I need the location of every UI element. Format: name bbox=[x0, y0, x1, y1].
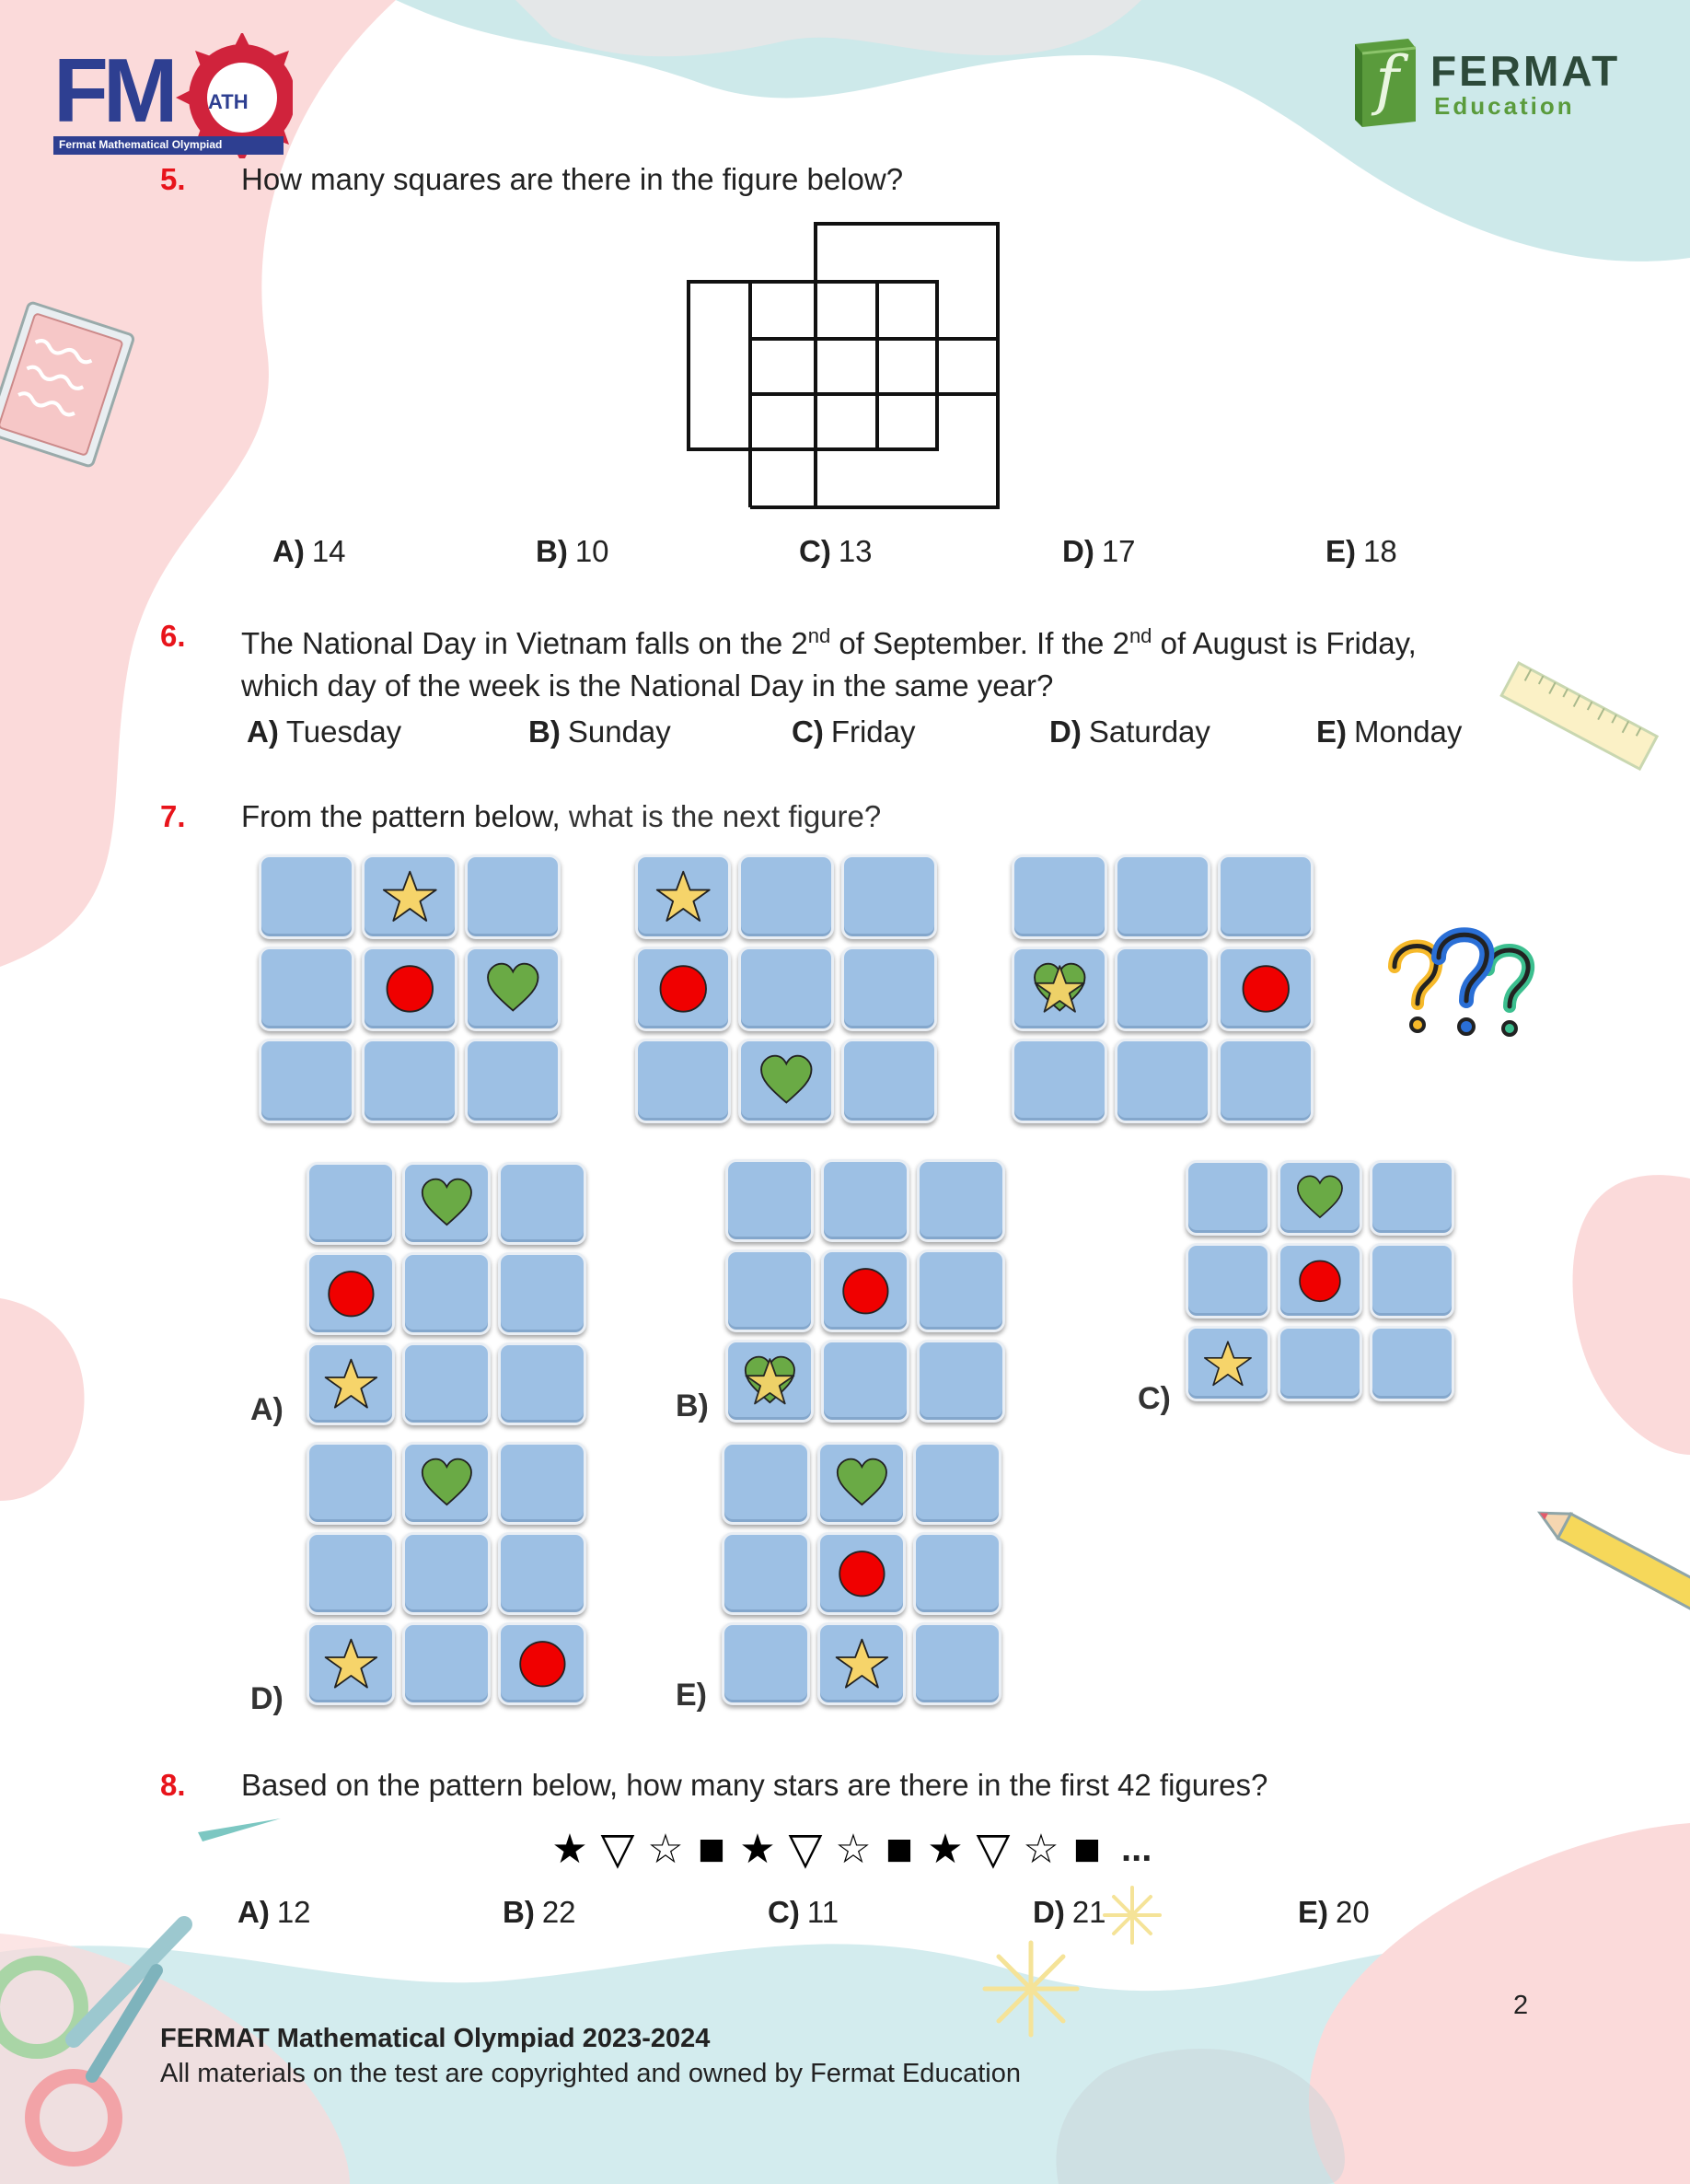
circle-icon bbox=[1291, 1256, 1349, 1307]
option-letter: D) bbox=[1062, 534, 1094, 568]
pencil-icon bbox=[1534, 1501, 1690, 1621]
fmo-caption: Fermat Mathematical Olympiad bbox=[59, 138, 223, 151]
sparkle-small-icon bbox=[1105, 1888, 1160, 1943]
grid-tile bbox=[402, 1622, 491, 1705]
heart-icon bbox=[832, 1456, 892, 1511]
filled-square-icon: ■ bbox=[1072, 1823, 1102, 1875]
fmo-logo bbox=[53, 33, 293, 158]
grid-tile bbox=[1218, 854, 1314, 939]
option-value: 21 bbox=[1071, 1895, 1106, 1929]
grid-tile bbox=[821, 1159, 909, 1242]
option-value: 14 bbox=[311, 534, 346, 568]
grid-tile bbox=[362, 1039, 457, 1123]
question-marks-icon bbox=[1385, 925, 1542, 1045]
grid-tile bbox=[635, 854, 731, 939]
grid-tile bbox=[1218, 1039, 1314, 1123]
q7-answer-label-a[interactable]: A) bbox=[250, 1392, 284, 1427]
q7-pattern-figure-2 bbox=[635, 854, 937, 1123]
star-heart-icon bbox=[1027, 960, 1093, 1017]
heart-icon bbox=[480, 960, 546, 1017]
fermat-title: FERMAT bbox=[1430, 47, 1621, 95]
q7-answer-label-d[interactable]: D) bbox=[250, 1681, 284, 1716]
grid-tile bbox=[725, 1159, 814, 1242]
option-letter: B) bbox=[503, 1895, 535, 1929]
grid-tile bbox=[1186, 1243, 1270, 1319]
star-icon bbox=[321, 1636, 381, 1691]
option-value: Saturday bbox=[1088, 714, 1210, 749]
option-value: Friday bbox=[830, 714, 916, 749]
q6-option-e[interactable] bbox=[1316, 714, 1462, 749]
grid-tile bbox=[913, 1442, 1001, 1525]
circle-icon bbox=[513, 1636, 573, 1691]
circle-icon bbox=[836, 1263, 896, 1319]
heart-icon bbox=[754, 1052, 819, 1109]
filled-square-icon: ■ bbox=[697, 1823, 726, 1875]
grid-tile bbox=[402, 1532, 491, 1615]
grid-tile bbox=[307, 1622, 395, 1705]
grid-tile bbox=[307, 1342, 395, 1425]
option-letter: E) bbox=[1316, 714, 1347, 749]
q5-number: 5. bbox=[160, 162, 186, 196]
star-icon bbox=[321, 1356, 381, 1411]
grid-tile bbox=[635, 1039, 731, 1123]
grid-tile bbox=[307, 1162, 395, 1245]
q8-number: 8. bbox=[160, 1768, 186, 1802]
grid-tile bbox=[722, 1532, 810, 1615]
q8-option-c[interactable] bbox=[768, 1895, 839, 1930]
filled-star-icon: ★ bbox=[739, 1826, 776, 1872]
grid-tile bbox=[498, 1622, 586, 1705]
grid-tile bbox=[635, 947, 731, 1031]
grid-tile bbox=[725, 1340, 814, 1423]
pink-blob-bottom-right bbox=[1309, 1823, 1690, 2184]
option-letter: D) bbox=[1049, 714, 1082, 749]
q6-text bbox=[241, 615, 1603, 707]
triangle-down-icon: ▽ bbox=[600, 1825, 635, 1874]
filled-star-icon: ★ bbox=[551, 1826, 588, 1872]
q7-answer-figure-e bbox=[722, 1442, 1001, 1705]
option-letter: C) bbox=[768, 1895, 800, 1929]
q6-option-d[interactable] bbox=[1049, 714, 1210, 749]
option-letter: E) bbox=[1298, 1895, 1328, 1929]
option-letter: A) bbox=[247, 714, 279, 749]
circle-icon bbox=[321, 1266, 381, 1321]
circle-icon bbox=[1233, 960, 1299, 1017]
star-icon bbox=[1199, 1339, 1256, 1389]
outline-star-icon: ☆ bbox=[647, 1826, 684, 1872]
heart-icon bbox=[417, 1176, 477, 1231]
q7-answer-label-e[interactable]: E) bbox=[676, 1678, 707, 1713]
filled-star-icon: ★ bbox=[927, 1826, 964, 1872]
footer-title: FERMAT Mathematical Olympiad 2023-2024 bbox=[160, 2024, 711, 2053]
q5-option-e[interactable] bbox=[1325, 534, 1397, 569]
q8-option-b[interactable] bbox=[503, 1895, 576, 1930]
grid-tile bbox=[913, 1622, 1001, 1705]
grid-tile bbox=[1278, 1160, 1362, 1236]
q6-line1-b: of September. If the 2 bbox=[830, 626, 1129, 660]
grid-tile bbox=[1012, 854, 1107, 939]
grid-tile bbox=[1218, 947, 1314, 1031]
option-letter: C) bbox=[799, 534, 831, 568]
grid-tile bbox=[1115, 854, 1210, 939]
sparkle-icon bbox=[985, 1943, 1077, 2035]
grid-tile bbox=[817, 1532, 906, 1615]
q7-answer-figure-c bbox=[1186, 1160, 1454, 1401]
pink-blob-right bbox=[1573, 1175, 1690, 1455]
option-letter: A) bbox=[272, 534, 305, 568]
grid-tile bbox=[817, 1442, 906, 1525]
grid-tile bbox=[722, 1622, 810, 1705]
grid-tile bbox=[1186, 1326, 1270, 1401]
sequence-ellipsis: ... bbox=[1121, 1828, 1152, 1869]
grid-tile bbox=[917, 1249, 1005, 1332]
grid-tile bbox=[1370, 1160, 1454, 1236]
q6-option-a[interactable] bbox=[247, 714, 401, 749]
fmo-letters: FM bbox=[53, 40, 173, 141]
grid-tile bbox=[498, 1342, 586, 1425]
grid-tile bbox=[821, 1249, 909, 1332]
grid-tile bbox=[498, 1252, 586, 1335]
q8-option-d[interactable] bbox=[1033, 1895, 1106, 1930]
q7-answer-figure-d bbox=[307, 1442, 586, 1705]
q5-option-b[interactable] bbox=[536, 534, 609, 569]
grid-tile bbox=[1186, 1160, 1270, 1236]
grid-tile bbox=[1370, 1326, 1454, 1401]
option-value: 10 bbox=[574, 534, 609, 568]
q8-option-e[interactable] bbox=[1298, 1895, 1370, 1930]
star-icon bbox=[651, 868, 716, 925]
q7-answer-label-c[interactable]: C) bbox=[1138, 1381, 1171, 1416]
q7-text-a: From the pattern below, bbox=[241, 799, 569, 833]
grid-tile bbox=[402, 1442, 491, 1525]
q8-sequence bbox=[549, 1823, 1152, 1875]
fermat-f-glyph: f bbox=[1375, 42, 1399, 118]
grid-tile bbox=[722, 1442, 810, 1525]
q7-answer-figure-b bbox=[725, 1159, 1005, 1423]
filled-square-icon: ■ bbox=[885, 1823, 914, 1875]
option-value: Monday bbox=[1354, 714, 1463, 749]
q7-pattern-figure-3 bbox=[1012, 854, 1314, 1123]
grid-tile bbox=[1278, 1326, 1362, 1401]
grid-tile bbox=[498, 1442, 586, 1525]
grid-tile bbox=[1115, 1039, 1210, 1123]
circle-icon bbox=[377, 960, 443, 1017]
grid-tile bbox=[465, 854, 561, 939]
heart-icon bbox=[417, 1456, 477, 1511]
fermat-logo bbox=[1344, 37, 1648, 129]
q8-option-a[interactable] bbox=[237, 1895, 311, 1930]
teal-triangle-decoration bbox=[198, 1818, 281, 1841]
grid-tile bbox=[817, 1622, 906, 1705]
outline-star-icon: ☆ bbox=[1023, 1826, 1059, 1872]
option-letter: B) bbox=[536, 534, 568, 568]
q6-line2: which day of the week is the National Day in the same year? bbox=[241, 668, 1054, 703]
option-letter: A) bbox=[237, 1895, 270, 1929]
q6-sup2: nd bbox=[1129, 624, 1152, 647]
star-icon bbox=[832, 1636, 892, 1691]
option-value: Sunday bbox=[567, 714, 671, 749]
option-value: Tuesday bbox=[285, 714, 402, 749]
grid-tile bbox=[498, 1162, 586, 1245]
grid-tile bbox=[1370, 1243, 1454, 1319]
grid-tile bbox=[498, 1532, 586, 1615]
footer-copyright: All materials on the test are copyrighted and owned by Fermat Education bbox=[160, 2059, 1021, 2088]
grid-tile bbox=[465, 947, 561, 1031]
q6-sup1: nd bbox=[807, 624, 831, 647]
q5-squares-figure bbox=[686, 219, 1008, 514]
grid-tile bbox=[402, 1252, 491, 1335]
q7-pattern-figure-1 bbox=[259, 854, 561, 1123]
option-letter: E) bbox=[1325, 534, 1356, 568]
q6-line1-a: The National Day in Vietnam falls on the 2 bbox=[241, 626, 808, 660]
grid-tile bbox=[362, 947, 457, 1031]
outline-star-icon: ☆ bbox=[835, 1826, 872, 1872]
option-value: 17 bbox=[1101, 534, 1136, 568]
q6-option-b[interactable] bbox=[528, 714, 671, 749]
grid-tile bbox=[917, 1340, 1005, 1423]
option-value: 13 bbox=[838, 534, 873, 568]
grid-tile bbox=[1012, 1039, 1107, 1123]
grid-tile bbox=[725, 1249, 814, 1332]
option-value: 12 bbox=[276, 1895, 311, 1929]
grid-tile bbox=[821, 1340, 909, 1423]
grid-tile bbox=[307, 1532, 395, 1615]
grid-tile bbox=[402, 1342, 491, 1425]
heart-icon bbox=[1291, 1173, 1349, 1224]
grid-tile bbox=[841, 1039, 937, 1123]
q5-option-d[interactable] bbox=[1062, 534, 1136, 569]
grid-tile bbox=[1115, 947, 1210, 1031]
triangle-down-icon: ▽ bbox=[788, 1825, 823, 1874]
q7-answer-figure-a bbox=[307, 1162, 586, 1425]
star-heart-icon bbox=[740, 1353, 800, 1409]
grid-tile bbox=[362, 854, 457, 939]
q5-option-c[interactable] bbox=[799, 534, 873, 569]
grid-tile bbox=[738, 1039, 834, 1123]
grid-tile bbox=[913, 1532, 1001, 1615]
option-letter: C) bbox=[792, 714, 824, 749]
q7-number: 7. bbox=[160, 799, 186, 833]
grid-tile bbox=[1012, 947, 1107, 1031]
q6-line1-c: of August is Friday, bbox=[1152, 626, 1417, 660]
grid-tile bbox=[738, 947, 834, 1031]
option-value: 18 bbox=[1363, 534, 1397, 568]
q6-number: 6. bbox=[160, 619, 186, 653]
grid-tile bbox=[259, 947, 354, 1031]
option-value: 20 bbox=[1336, 1895, 1370, 1929]
option-value: 11 bbox=[806, 1895, 839, 1929]
circle-icon bbox=[832, 1546, 892, 1601]
grid-tile bbox=[841, 854, 937, 939]
fermat-subtitle: Education bbox=[1434, 92, 1575, 120]
q8-text: Based on the pattern below, how many stars are there in the first 42 figures? bbox=[241, 1768, 1268, 1802]
q7-text-b: what is the next figure? bbox=[568, 799, 882, 833]
fmo-ath: ATH bbox=[208, 90, 249, 113]
grid-tile bbox=[307, 1252, 395, 1335]
q7-answer-label-b[interactable]: B) bbox=[676, 1388, 709, 1423]
grid-tile bbox=[259, 854, 354, 939]
star-icon bbox=[377, 868, 443, 925]
grid-tile bbox=[465, 1039, 561, 1123]
option-value: 22 bbox=[541, 1895, 576, 1929]
grid-tile bbox=[1278, 1243, 1362, 1319]
grid-tile bbox=[307, 1442, 395, 1525]
grid-tile bbox=[259, 1039, 354, 1123]
grid-tile bbox=[917, 1159, 1005, 1242]
triangle-down-icon: ▽ bbox=[976, 1825, 1011, 1874]
q5-option-a[interactable] bbox=[272, 534, 346, 569]
page-number: 2 bbox=[1513, 1991, 1529, 2020]
option-letter: B) bbox=[528, 714, 561, 749]
q7-text bbox=[241, 796, 881, 838]
circle-icon bbox=[651, 960, 716, 1017]
grid-tile bbox=[402, 1162, 491, 1245]
grid-tile bbox=[841, 947, 937, 1031]
pink-blob-left-mid bbox=[0, 1298, 85, 1501]
option-letter: D) bbox=[1033, 1895, 1065, 1929]
grid-tile bbox=[738, 854, 834, 939]
q6-option-c[interactable] bbox=[792, 714, 916, 749]
q5-text: How many squares are there in the figure below? bbox=[241, 162, 904, 196]
